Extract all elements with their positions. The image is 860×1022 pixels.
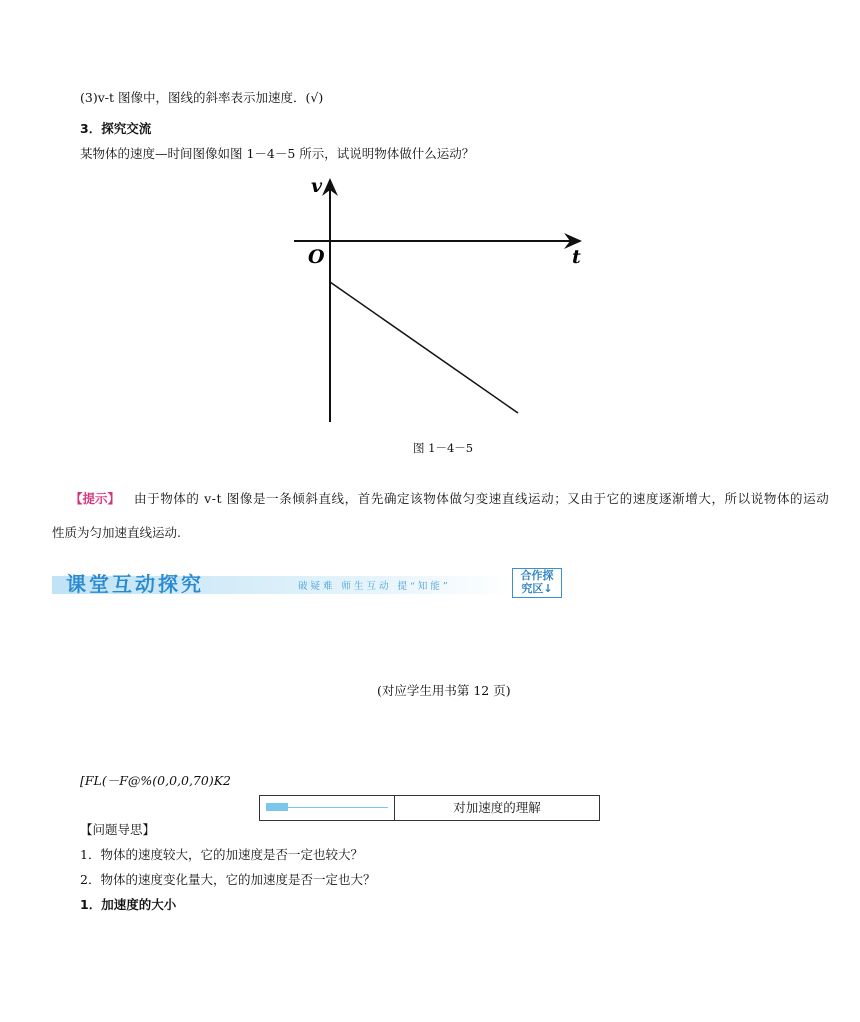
guide-question-2: 2．物体的速度变化量大，它的加速度是否一定也大？ (80, 872, 376, 887)
hint-text-line2: 性质为匀加速直线运动. (52, 525, 181, 540)
banner-badge (512, 568, 562, 598)
topic-decoration-bar (266, 803, 288, 811)
hint-tag: 【提示】 (70, 491, 121, 506)
axis-label-t: t (572, 246, 581, 268)
subheading: 1．加速度的大小 (80, 897, 177, 912)
banner-badge-line2: 究区↓ (521, 582, 553, 595)
axis-label-v: v (311, 175, 323, 197)
question-text: 某物体的速度—时间图像如图 1－4－5 所示，试说明物体做什么运动？ (80, 146, 475, 161)
figure-caption: 图 1－4－5 (413, 441, 474, 455)
topic-label: 对加速度的理解 (453, 800, 541, 815)
hint-text-line1: 由于物体的 v-t 图像是一条倾斜直线，首先确定该物体做匀变速直线运动；又由于它的速度逐渐增大，所以说物体的运动 (134, 491, 830, 506)
vt-graph-figure (280, 170, 600, 430)
section-heading: 3．探究交流 (80, 121, 152, 136)
banner-badge-line1: 合作探 (520, 569, 554, 582)
markup-code: [FL(－F@%(0,0,0,70)K2 (80, 773, 232, 788)
page-reference: (对应学生用书第 12 页) (377, 683, 511, 698)
item-3-text: (3)v-t 图像中，图线的斜率表示加速度．(√) (80, 90, 324, 105)
velocity-line (330, 282, 518, 413)
topic-decoration (260, 796, 395, 820)
topic-decoration-line (288, 807, 388, 808)
banner-title: 课堂互动探究 (66, 572, 204, 596)
origin-label: O (308, 246, 325, 268)
guide-heading: 【问题导思】 (80, 822, 156, 837)
banner-subtitle: 破疑难 师生互动 提“知能” (298, 581, 451, 592)
topic-table (259, 795, 600, 821)
section-banner (52, 566, 564, 600)
guide-question-1: 1．物体的速度较大，它的加速度是否一定也较大？ (80, 847, 363, 862)
